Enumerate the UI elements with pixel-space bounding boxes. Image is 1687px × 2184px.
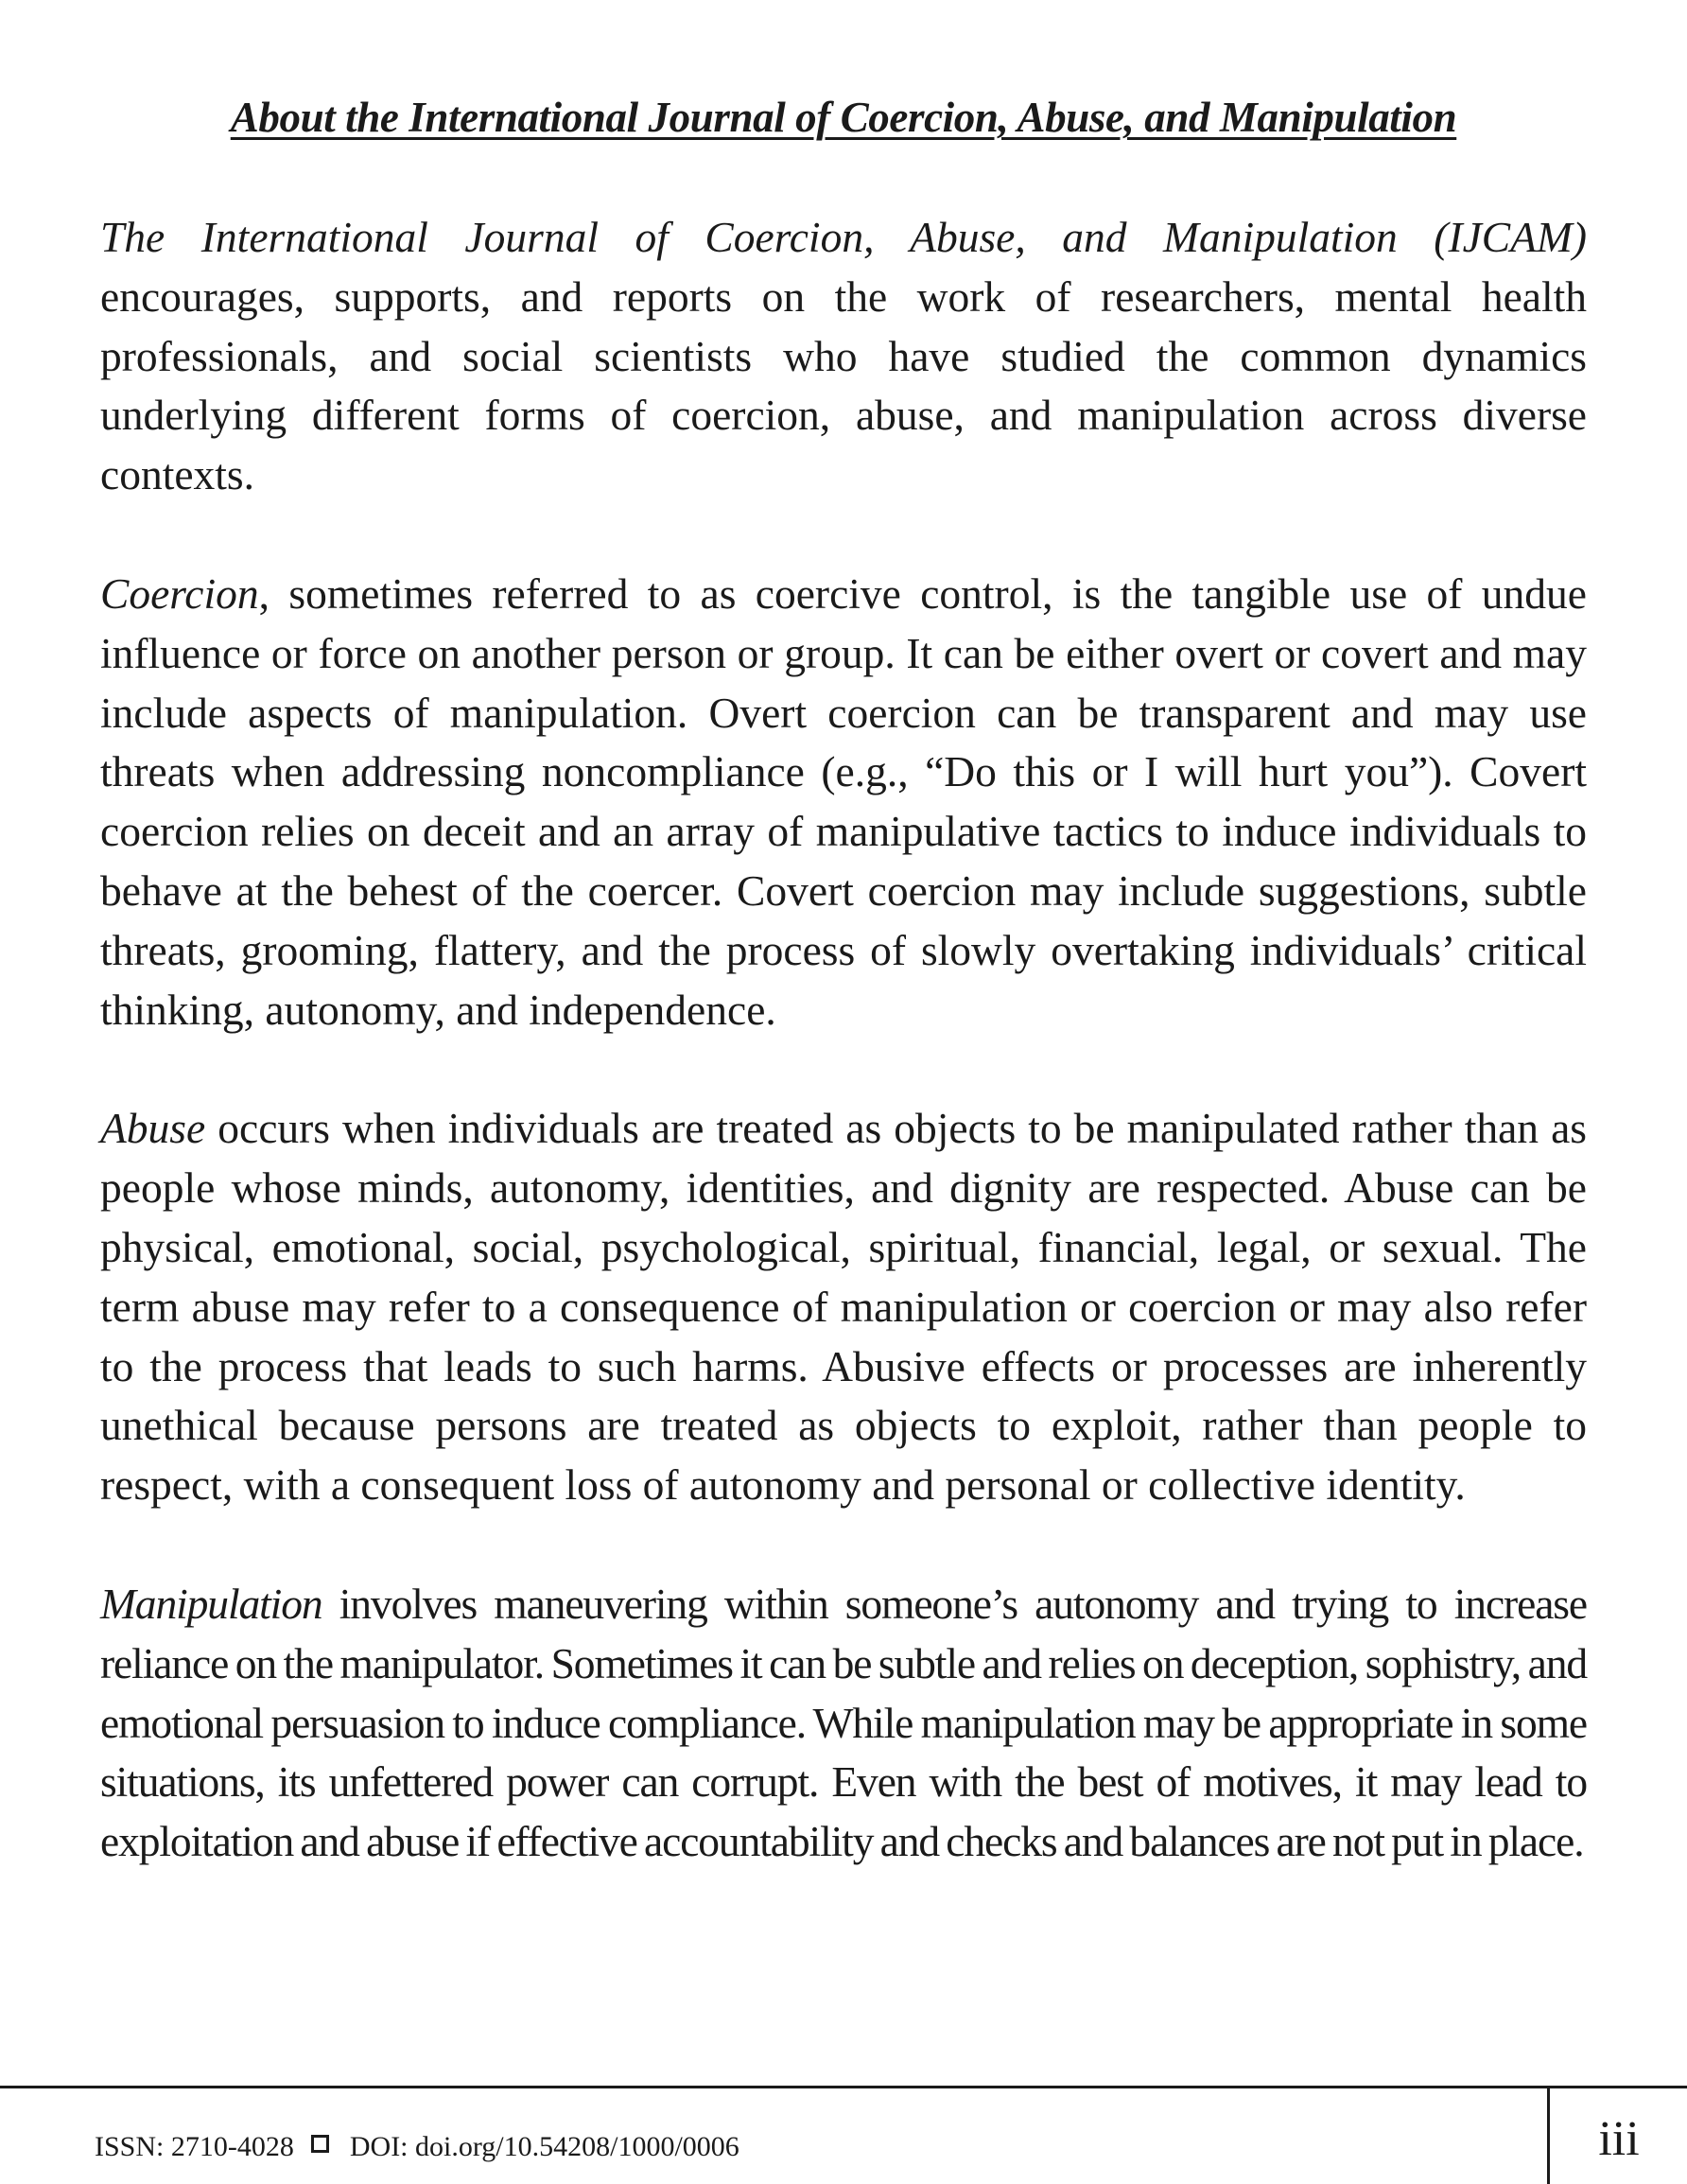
- abuse-definition: occurs when individuals are treated as objects to be manipulated rather than as people whose minds, autonomy, identities, and dignity are respected. Abuse can be physical, emotional, social, psychological, spiritual, financial, legal, or sexual. The term abuse may refer to a consequence of manipulation or coercion or may also refer to the process that leads to such harms. Abusive effects or processes are inherently unethical because persons are treated as objects to exploit, rather than people to respect, with a consequent loss of autonomy and personal or collective identity.: [100, 1104, 1587, 1510]
- manipulation-paragraph: [100, 1575, 1587, 1872]
- abuse-term: Abuse: [100, 1104, 206, 1153]
- issn: ISSN: 2710-4028: [95, 2131, 294, 2162]
- doi: DOI: doi.org/10.54208/1000/0006: [349, 2131, 739, 2162]
- coercion-term: Coercion: [100, 568, 259, 618]
- footer-rule: [0, 2086, 1687, 2088]
- footer-divider: [1547, 2088, 1550, 2184]
- hollow-square-icon: [311, 2135, 329, 2153]
- coercion-paragraph: [100, 565, 1587, 1040]
- manipulation-term: Manipulation: [100, 1579, 322, 1628]
- manipulation-definition: involves maneuvering within someone’s autonomy and trying to increase reliance on the manipulator. Sometimes it can be subtle and relies on deception, sophistry, and emotional persuasion to induce compliance. While manipulation may be appropriate in some situations, its unfettered power can corrupt. Even with the best of motives, it may lead to exploitation and abuse if effective accountability and checks and balances are not put in place.: [100, 1579, 1587, 1866]
- footer-info: [95, 2128, 739, 2166]
- page-number: iii: [1598, 2112, 1640, 2166]
- coercion-definition: , sometimes referred to as coercive control, is the tangible use of undue influence or force on another person or group. It can be either overt or covert and may include aspects of manipulation. Overt coercion can be transparent and may use threats when addressing noncompliance (e.g., “Do this or I will hurt you”). Covert coercion relies on deceit and an array of manipulative tactics to induce individuals to behave at the behest of the coercer. Covert coercion may include suggestions, subtle threats, grooming, flattery, and the process of slowly overtaking individuals’ critical thinking, autonomy, and independence.: [100, 568, 1587, 1034]
- abuse-paragraph: [100, 1099, 1587, 1515]
- body-text: [100, 208, 1587, 1931]
- page-title: [0, 91, 1687, 144]
- page-title-text: About the International Journal of Coercion, Abuse, and Manipulation: [230, 94, 1457, 141]
- journal-name: The International Journal of Coercion, Abuse, and Manipulation (IJCAM): [100, 213, 1587, 261]
- intro-paragraph: [100, 208, 1587, 505]
- intro-text: encourages, supports, and reports on the work of researchers, mental health professionals, and social scientists who have studied the common dynamics underlying different forms of coercion, abuse, and manipulation across diverse contexts.: [100, 271, 1587, 499]
